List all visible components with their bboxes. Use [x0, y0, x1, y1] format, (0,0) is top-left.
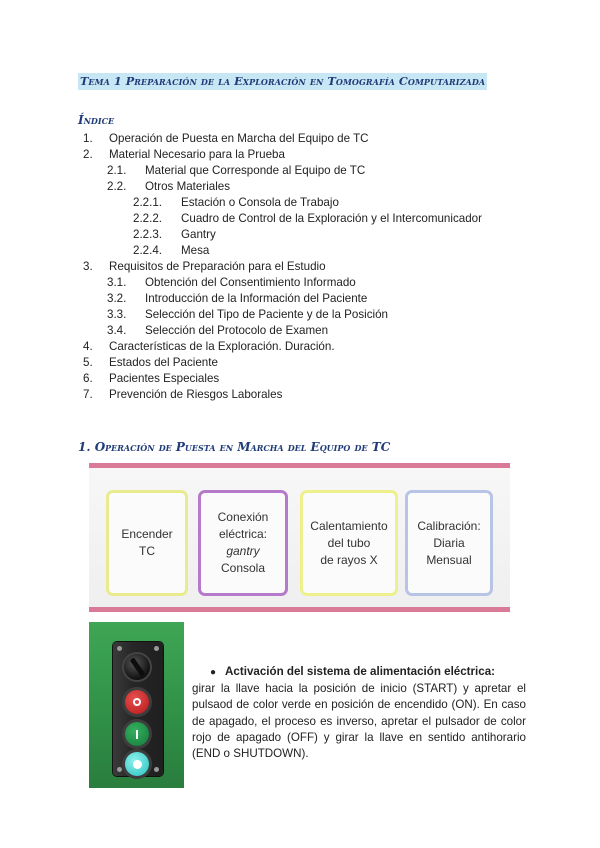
key-switch-icon [124, 654, 150, 680]
step-line: Calentamiento [310, 518, 388, 533]
toc-item-text: Otros Materiales [145, 180, 231, 193]
screw-icon [154, 646, 159, 651]
toc-item-text: Material Necesario para la Prueba [109, 148, 285, 161]
toc-item [0, 275, 600, 291]
step-line: TC [139, 544, 155, 558]
step-line: Encender [121, 527, 173, 541]
toc-item-text: Material que Corresponde al Equipo de TC [145, 164, 366, 177]
step-line: de rayos X [320, 552, 378, 567]
step-line: Mensual [426, 552, 472, 567]
toc-item [0, 307, 600, 323]
index-heading: Índice [78, 113, 115, 127]
step-box [405, 490, 493, 596]
control-panel-photo [89, 622, 184, 788]
toc-item-number: 2.2. [107, 180, 127, 193]
step-line: eléctrica: [218, 527, 268, 541]
screw-icon [117, 646, 122, 651]
toc-item-text: Cuadro de Control de la Exploración y el Intercomunicador [181, 212, 482, 225]
toc-item-number: 3.4. [107, 324, 127, 337]
toc-item-text: Selección del Protocolo de Examen [145, 324, 329, 337]
screw-icon [154, 767, 159, 772]
toc-item-text: Obtención del Consentimiento Informado [145, 276, 356, 289]
step-line: del tubo [327, 535, 371, 550]
toc-item-number: 2. [83, 148, 93, 161]
indicator-light-icon [125, 752, 149, 776]
toc-item [0, 259, 600, 275]
button-panel [113, 642, 163, 776]
toc-item-number: 3.1. [107, 276, 127, 289]
toc-item [0, 339, 600, 355]
toc-item [0, 211, 600, 227]
toc-item-text: Características de la Exploración. Duración. [109, 340, 335, 353]
toc-item-number: 2.2.4. [133, 244, 163, 257]
toc-item-text: Gantry [181, 228, 216, 241]
document-title [78, 74, 528, 88]
step-line: Calibración: [417, 518, 481, 533]
toc-item-number: 5. [83, 356, 93, 369]
toc-item [0, 387, 600, 403]
step-box [300, 490, 398, 596]
toc-item-text: Prevención de Riesgos Laborales [109, 388, 283, 401]
step-line: Consola [220, 561, 266, 575]
toc-item [0, 195, 600, 211]
toc-item [0, 371, 600, 387]
toc-item-text: Mesa [181, 244, 210, 257]
toc-item-number: 3.2. [107, 292, 127, 305]
paragraph-body: girar la llave hacia la posición de inicio (START) y apretar el pulsaod de color verde en posición de encendido (ON). En caso de apagado, el proceso es inverso, apretar el pulsador de color rojo de apagado (OFF) y girar la llave en sentido antihorario (END o SHUTDOWN). [192, 682, 526, 761]
toc-item [0, 179, 600, 195]
step-box [106, 490, 188, 596]
toc-item-text: Estación o Consola de Trabajo [181, 196, 339, 209]
on-button-icon [125, 722, 149, 746]
toc-item-text: Operación de Puesta en Marcha del Equipo de TC [109, 132, 369, 145]
startup-steps-diagram [89, 463, 510, 612]
bullet-line [192, 664, 526, 681]
bold-lead: Activación del sistema de alimentación eléctrica: [225, 665, 496, 678]
toc-item-text: Estados del Paciente [109, 356, 218, 369]
step-line: Diaria [433, 535, 465, 550]
toc-item-number: 6. [83, 372, 93, 385]
activation-paragraph [192, 664, 526, 762]
toc-item [0, 163, 600, 179]
toc-item [0, 355, 600, 371]
toc-item-number: 2.1. [107, 164, 127, 177]
toc-item-text: Selección del Tipo de Paciente y de la Posición [145, 308, 388, 321]
toc-item-number: 2.2.2. [133, 212, 163, 225]
toc-item-number: 2.2.1. [133, 196, 163, 209]
toc-item-number: 1. [83, 132, 93, 145]
toc-item-text: Pacientes Especiales [109, 372, 220, 385]
step-box [198, 490, 288, 596]
toc-item-text: Requisitos de Preparación para el Estudio [109, 260, 326, 273]
off-button-icon [125, 690, 149, 714]
step-line: gantry [226, 544, 260, 558]
toc-item [0, 323, 600, 339]
screw-icon [117, 767, 122, 772]
toc-item [0, 291, 600, 307]
toc-item [0, 131, 600, 147]
table-of-contents [0, 131, 600, 403]
step-line: Conexión [217, 510, 269, 524]
toc-item [0, 227, 600, 243]
toc-item-number: 4. [83, 340, 93, 353]
section-1-heading: 1. Operación de Puesta en Marcha del Equipo de TC [78, 440, 391, 454]
toc-item-number: 2.2.3. [133, 228, 163, 241]
toc-item-number: 7. [83, 388, 93, 401]
document-title-text: Tema 1 Preparación de la Exploración en Tomografía Computarizada [80, 74, 486, 88]
toc-item-number: 3. [83, 260, 93, 273]
bullet-icon: ● [210, 667, 217, 678]
toc-item [0, 147, 600, 163]
toc-item-number: 3.3. [107, 308, 127, 321]
toc-item-text: Introducción de la Información del Paciente [145, 292, 368, 305]
toc-item [0, 243, 600, 259]
